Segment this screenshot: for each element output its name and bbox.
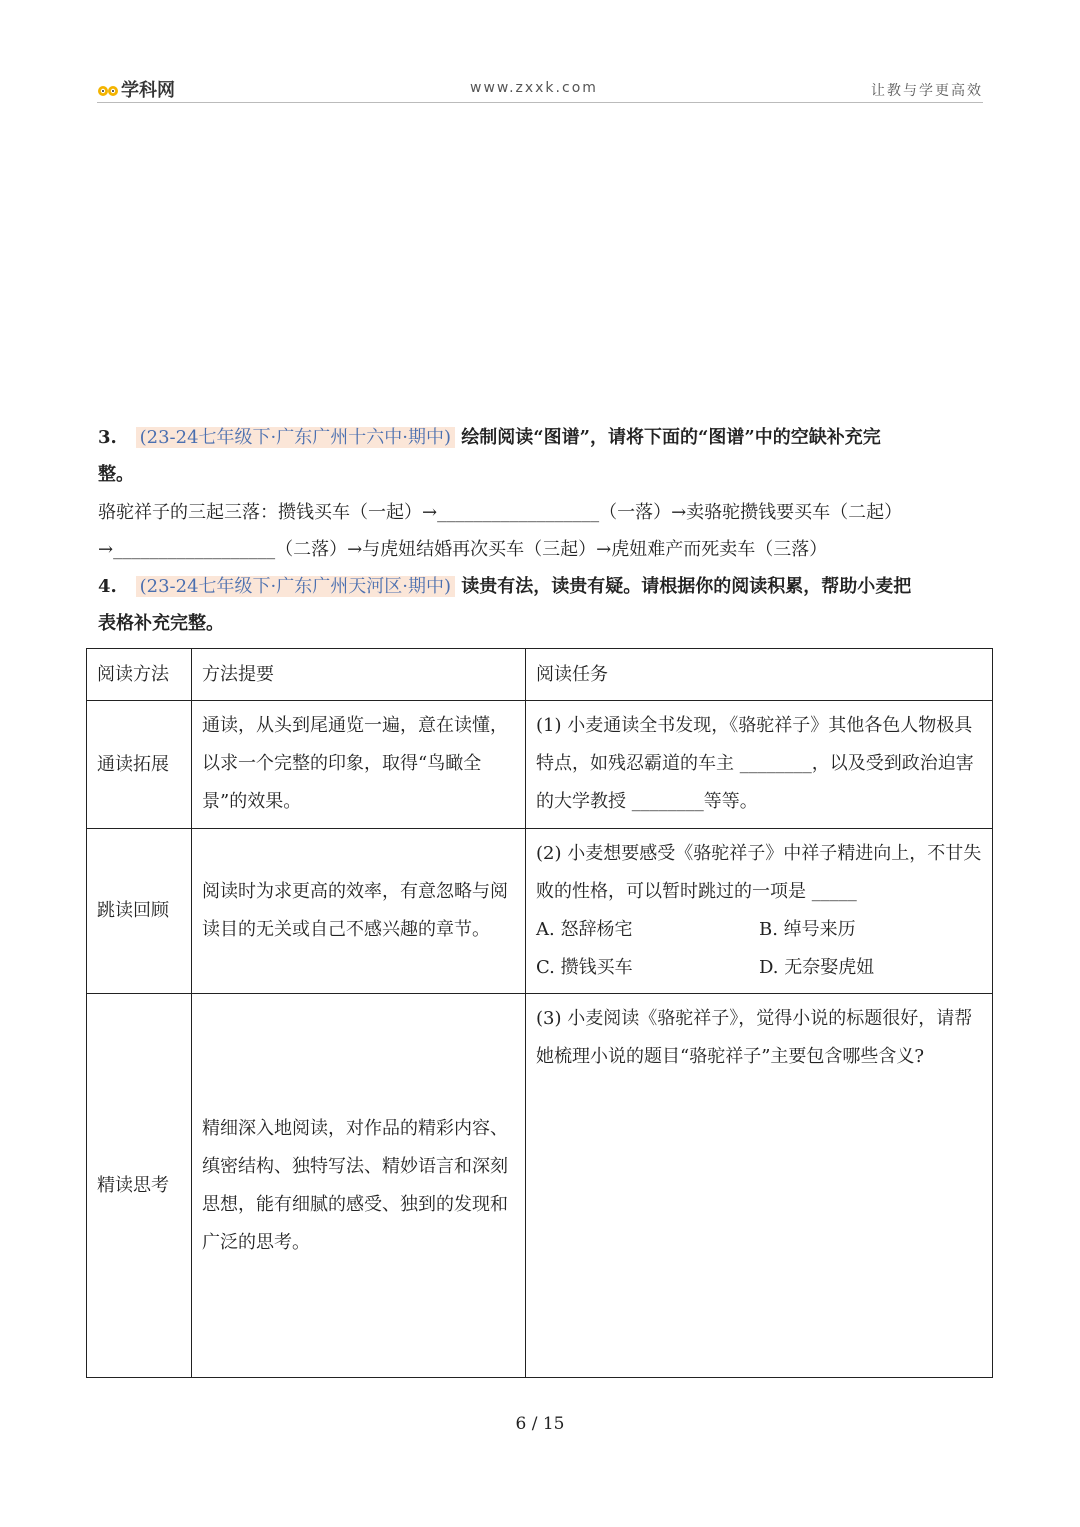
q4-source-tag: (23-24七年级下·广东广州天河区·期中) (136, 576, 455, 597)
q3-prompt-line1 (98, 426, 881, 450)
logo-text: 学科网 (121, 80, 175, 101)
table-header-row (87, 649, 993, 701)
q4-number: 4. (98, 576, 117, 597)
q4-prompt-a: 读贵有法，读贵有疑。请根据你的阅读积累，帮助小麦把 (461, 576, 912, 597)
q3-source-tag: (23-24七年级下·广东广州十六中·期中) (136, 427, 455, 448)
slogan: 让教与学更高效 (871, 83, 983, 99)
header-method: 阅读方法 (87, 649, 192, 701)
option-a: A. 怒辞杨宅 (536, 919, 633, 940)
owl-logo-icon (97, 82, 119, 98)
row2-summary: 阅读时为求更高的效率，有意忽略与阅读目的无关或自己不感兴趣的章节。 (192, 829, 526, 994)
header-summary: 方法提要 (192, 649, 526, 701)
q3-prompt-a: 绘制阅读“图谱”，请将下面的“图谱”中的空缺补充完 (461, 427, 881, 448)
row2-task-cell (526, 829, 993, 994)
q4-prompt-b: 表格补充完整。 (98, 613, 224, 634)
q4-prompt-line1 (98, 575, 911, 599)
option-c: C. 攒钱买车 (536, 957, 633, 978)
header-task: 阅读任务 (526, 649, 993, 701)
page-number: 6 / 15 (515, 1414, 565, 1434)
table-row (87, 829, 993, 994)
q3-prompt-b: 整。 (98, 464, 134, 485)
row1-method: 通读拓展 (87, 701, 192, 829)
row3-task: (3) 小麦阅读《骆驼祥子》，觉得小说的标题很好，请帮她梳理小说的题目“骆驼祥子”主要包含哪些含义? (526, 994, 993, 1378)
q3-number: 3. (98, 427, 117, 448)
row2-method: 跳读回顾 (87, 829, 192, 994)
site-url: www.zxxk.com (470, 80, 598, 96)
row3-method: 精读思考 (87, 994, 192, 1378)
options (536, 911, 982, 987)
row1-summary: 通读，从头到尾通览一遍，意在读懂，以求一个完整的印象，取得“鸟瞰全景”的效果。 (192, 701, 526, 829)
option-d: D. 无奈娶虎妞 (759, 957, 875, 978)
page-header (97, 76, 983, 103)
row3-summary: 精细深入地阅读，对作品的精彩内容、缜密结构、独特写法、精妙语言和深刻思想，能有细腻的感受、独到的发现和广泛的思考。 (192, 994, 526, 1378)
q3-line2: →__________________（二落）→与虎妞结婚再次买车（三起）→虎妞难产而死卖车（三落） (98, 539, 828, 560)
q3-line1: 骆驼祥子的三起三落：攒钱买车（一起）→__________________（一落）→卖骆驼攒钱要买车（二起） (98, 502, 903, 523)
reading-table (86, 648, 993, 1378)
row2-task: (2) 小麦想要感受《骆驼祥子》中祥子精进向上，不甘失败的性格，可以暂时跳过的一项是 _____ (536, 843, 982, 902)
table-row (87, 701, 993, 829)
table-row (87, 994, 993, 1378)
logo (97, 76, 175, 102)
option-b: B. 绰号来历 (759, 919, 856, 940)
row1-task: (1) 小麦通读全书发现，《骆驼祥子》其他各色人物极具特点，如残忍霸道的车主 ________，以及受到政治迫害的大学教授 ________等等。 (526, 701, 993, 829)
